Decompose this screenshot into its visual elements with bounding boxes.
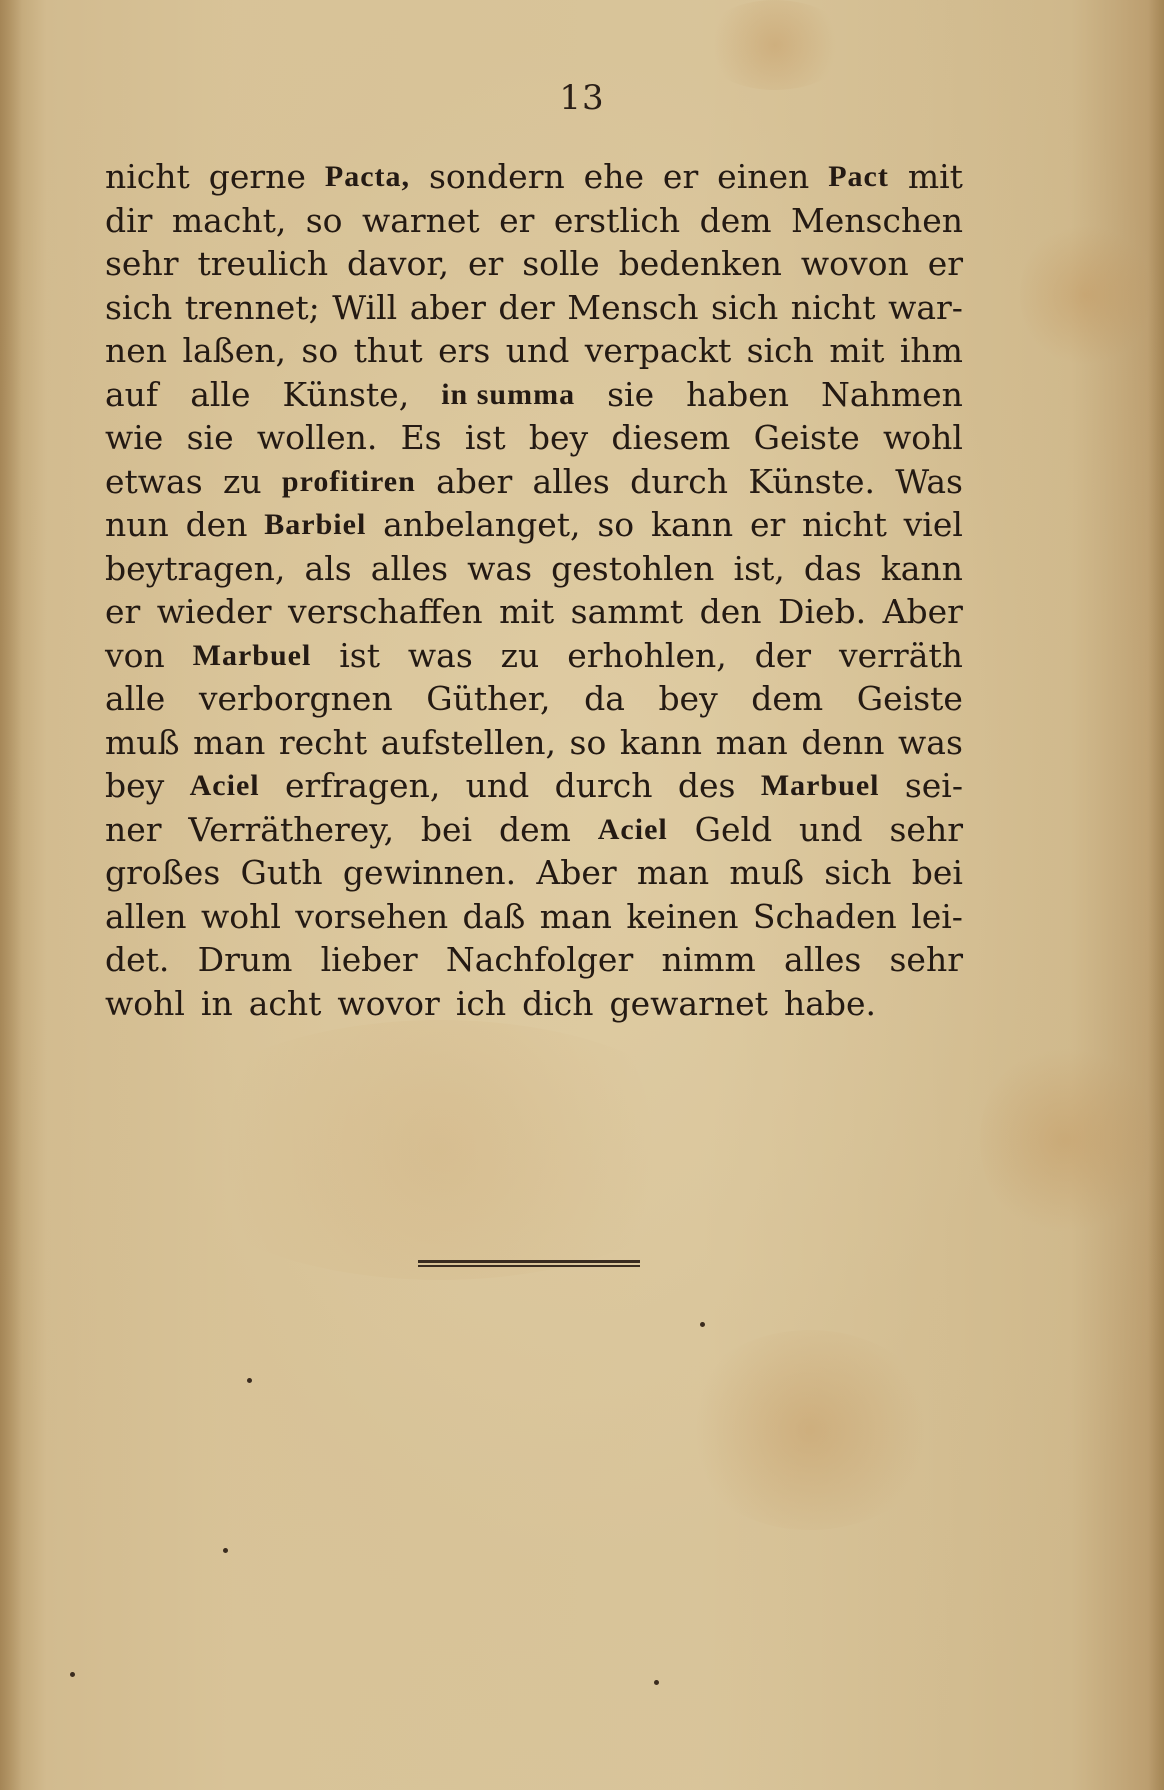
word: Aciel <box>597 812 668 846</box>
word: und <box>799 809 863 849</box>
word: nicht <box>790 287 876 327</box>
word: er <box>105 592 141 631</box>
text-line <box>105 895 963 939</box>
word: und <box>505 331 570 370</box>
word: den <box>185 505 248 544</box>
word: allen <box>105 896 187 936</box>
word: er <box>749 505 786 544</box>
word: haben <box>686 374 790 414</box>
text-line <box>105 199 963 243</box>
word: war- <box>888 287 963 327</box>
word: anbelanget, <box>383 505 581 544</box>
word: bey <box>105 766 165 805</box>
word: gewinnen. <box>342 853 517 892</box>
word: so <box>305 200 343 240</box>
word: durch <box>554 766 653 805</box>
text-line <box>105 764 963 808</box>
text-line <box>105 634 963 678</box>
word: er <box>927 244 963 283</box>
word: nen <box>105 331 168 370</box>
word: diesem <box>611 418 731 457</box>
page-edge-left <box>0 0 22 1790</box>
word: verräth <box>838 635 963 675</box>
word: kann <box>650 505 734 544</box>
word: was <box>407 635 473 675</box>
word: alles <box>370 548 449 588</box>
word: Was <box>895 461 963 501</box>
word: Aciel <box>189 769 260 802</box>
word: zu <box>500 635 540 675</box>
word: recht <box>278 722 368 762</box>
word: erfragen, <box>284 766 441 805</box>
ink-speck <box>223 1548 228 1553</box>
word: keinen <box>626 896 739 936</box>
word: denn <box>801 722 885 762</box>
word: bedenken <box>618 244 782 283</box>
word: Nahmen <box>821 374 963 414</box>
word: sich <box>824 853 892 892</box>
text-line <box>105 286 963 330</box>
word: muß <box>729 853 804 892</box>
body-text <box>105 155 963 1025</box>
word: sie <box>607 374 655 414</box>
word: da <box>584 679 625 718</box>
text-line <box>105 808 963 852</box>
word: Güther, <box>426 679 551 718</box>
word: etwas <box>105 461 203 501</box>
word: als <box>304 548 352 588</box>
text-line <box>105 416 963 460</box>
word: wohl <box>105 983 185 1023</box>
word: ist <box>464 418 506 457</box>
text-line <box>105 155 963 199</box>
word: Guth <box>240 853 323 892</box>
ink-speck <box>247 1378 252 1383</box>
word: acht <box>248 983 322 1023</box>
word: gerne <box>208 157 306 196</box>
paper-stain <box>700 0 850 90</box>
word: Drum <box>197 940 293 979</box>
word: Es <box>400 418 442 457</box>
word: auf <box>105 374 159 414</box>
word: macht, <box>171 200 287 240</box>
word: Nachfolger <box>445 940 634 979</box>
word: in summa <box>441 377 576 411</box>
word: man <box>193 722 266 762</box>
word: Künste. <box>748 461 875 501</box>
word: nimm <box>661 940 756 979</box>
word: so <box>597 505 635 544</box>
text-line <box>105 938 963 982</box>
word: ist <box>339 635 380 675</box>
word: des <box>677 766 736 805</box>
word: sehr <box>889 809 963 849</box>
word: ihm <box>899 331 963 370</box>
text-line <box>105 851 963 895</box>
word: solle <box>522 244 600 283</box>
word: bei <box>911 853 963 892</box>
word: so <box>301 331 339 370</box>
word: zu <box>222 461 262 501</box>
word: aber <box>409 287 486 327</box>
word: dem <box>498 809 571 849</box>
word: sei- <box>904 766 963 805</box>
word: Geld <box>694 809 773 849</box>
word: der <box>498 287 555 327</box>
word: daß <box>462 896 526 936</box>
word: verpackt <box>584 331 732 370</box>
word: Pact <box>828 160 889 193</box>
word: was <box>467 548 533 588</box>
word: nicht <box>802 505 887 544</box>
word: wie <box>105 418 164 457</box>
word: profitiren <box>281 464 416 498</box>
word: alles <box>784 940 862 979</box>
word: aufstellen, <box>380 722 556 762</box>
paper-stain <box>1020 220 1150 370</box>
word: Will <box>332 287 398 327</box>
word: mit <box>829 331 885 370</box>
word: sich <box>746 331 814 370</box>
word: bey <box>658 679 718 718</box>
word: bey <box>528 418 589 457</box>
word: Geiste <box>856 679 963 718</box>
word: vorsehen <box>295 896 449 936</box>
word: gestohlen <box>551 548 715 588</box>
word: nicht <box>105 157 190 196</box>
word: er <box>499 200 535 240</box>
word: Künste, <box>282 374 410 414</box>
word: erstlich <box>553 200 681 240</box>
page-number: 13 <box>559 78 605 118</box>
ink-speck <box>700 1322 705 1327</box>
word: dem <box>699 200 772 240</box>
word: großes <box>105 853 221 892</box>
text-line <box>105 329 963 373</box>
word: sich <box>105 287 173 327</box>
word: bei <box>420 809 473 849</box>
word: Mensch <box>567 287 699 327</box>
word: wohl <box>882 418 963 457</box>
word: er <box>467 244 504 283</box>
word: davor, <box>347 244 449 283</box>
word: mit <box>499 592 555 631</box>
text-line <box>105 460 963 504</box>
word: was <box>898 722 963 762</box>
word: Aber <box>536 853 617 892</box>
word: warnet <box>361 200 480 240</box>
word: aber <box>436 461 513 501</box>
word: den <box>699 592 762 631</box>
word: dem <box>751 679 824 718</box>
word: ehe <box>583 157 644 196</box>
text-line <box>105 242 963 286</box>
word: Marbuel <box>192 638 312 672</box>
word: wovon <box>800 244 909 283</box>
word: sich <box>711 287 779 327</box>
word: sondern <box>428 157 565 196</box>
word: treulich <box>197 244 329 283</box>
word: Aber <box>882 592 963 631</box>
text-line <box>105 982 963 1026</box>
word: sie <box>186 418 234 457</box>
word: wohl <box>200 896 281 936</box>
closing-rule <box>418 1260 640 1269</box>
word: muß <box>105 722 180 762</box>
page-edge-right <box>1148 0 1164 1790</box>
text-line <box>105 677 963 721</box>
word: dir <box>105 200 153 240</box>
word: verschaffen <box>288 592 483 631</box>
word: alle <box>190 374 251 414</box>
word: Marbuel <box>760 769 880 802</box>
word: der <box>754 635 812 675</box>
word: ers <box>438 331 491 370</box>
word: sehr <box>889 940 963 979</box>
word: det. <box>105 940 170 979</box>
word: ner <box>105 809 162 849</box>
paper-stain <box>680 1330 940 1530</box>
word: mit <box>907 157 963 196</box>
word: Pacta, <box>324 160 411 193</box>
word: beytragen, <box>105 548 286 588</box>
word: kann <box>880 548 963 588</box>
text-line <box>105 373 963 417</box>
word: Dieb. <box>778 592 867 631</box>
word: man <box>715 722 788 762</box>
word: habe. <box>783 983 877 1023</box>
word: lieber <box>320 940 418 979</box>
word: sammt <box>570 592 684 631</box>
word: Menschen <box>790 200 963 240</box>
word: laßen, <box>182 331 286 370</box>
word: man <box>636 853 710 892</box>
word: er <box>662 157 699 196</box>
word: das <box>803 548 862 588</box>
word: kann <box>619 722 703 762</box>
word: Geiste <box>753 418 860 457</box>
word: alle <box>105 679 166 718</box>
ink-speck <box>70 1672 75 1677</box>
word: von <box>105 635 165 675</box>
text-line <box>105 503 963 547</box>
word: lei- <box>911 896 963 936</box>
word: sehr <box>105 244 179 283</box>
word: wieder <box>156 592 272 631</box>
word: durch <box>630 461 728 501</box>
text-line <box>105 590 963 634</box>
word: ist, <box>733 548 785 588</box>
word: viel <box>903 505 963 544</box>
word: in <box>200 983 233 1023</box>
word: gewarnet <box>609 983 768 1023</box>
word: alles <box>532 461 610 501</box>
word: ich <box>455 983 507 1023</box>
word: Barbiel <box>264 508 367 541</box>
paper-stain <box>160 1020 720 1280</box>
word: Schaden <box>752 896 897 936</box>
word: verborgnen <box>198 679 393 718</box>
word: nun <box>105 505 169 544</box>
word: erhohlen, <box>567 635 727 675</box>
paper-stain <box>980 1040 1150 1240</box>
text-line <box>105 721 963 765</box>
text-line <box>105 547 963 591</box>
word: wollen. <box>256 418 378 457</box>
word: man <box>539 896 612 936</box>
word: thut <box>353 331 423 370</box>
word: trennet; <box>184 287 320 327</box>
word: so <box>569 722 607 762</box>
word: dich <box>522 983 594 1023</box>
word: einen <box>717 157 810 196</box>
word: Verrätherey, <box>188 809 395 849</box>
word: wovor <box>337 983 440 1023</box>
word: und <box>465 766 530 805</box>
ink-speck <box>654 1680 659 1685</box>
